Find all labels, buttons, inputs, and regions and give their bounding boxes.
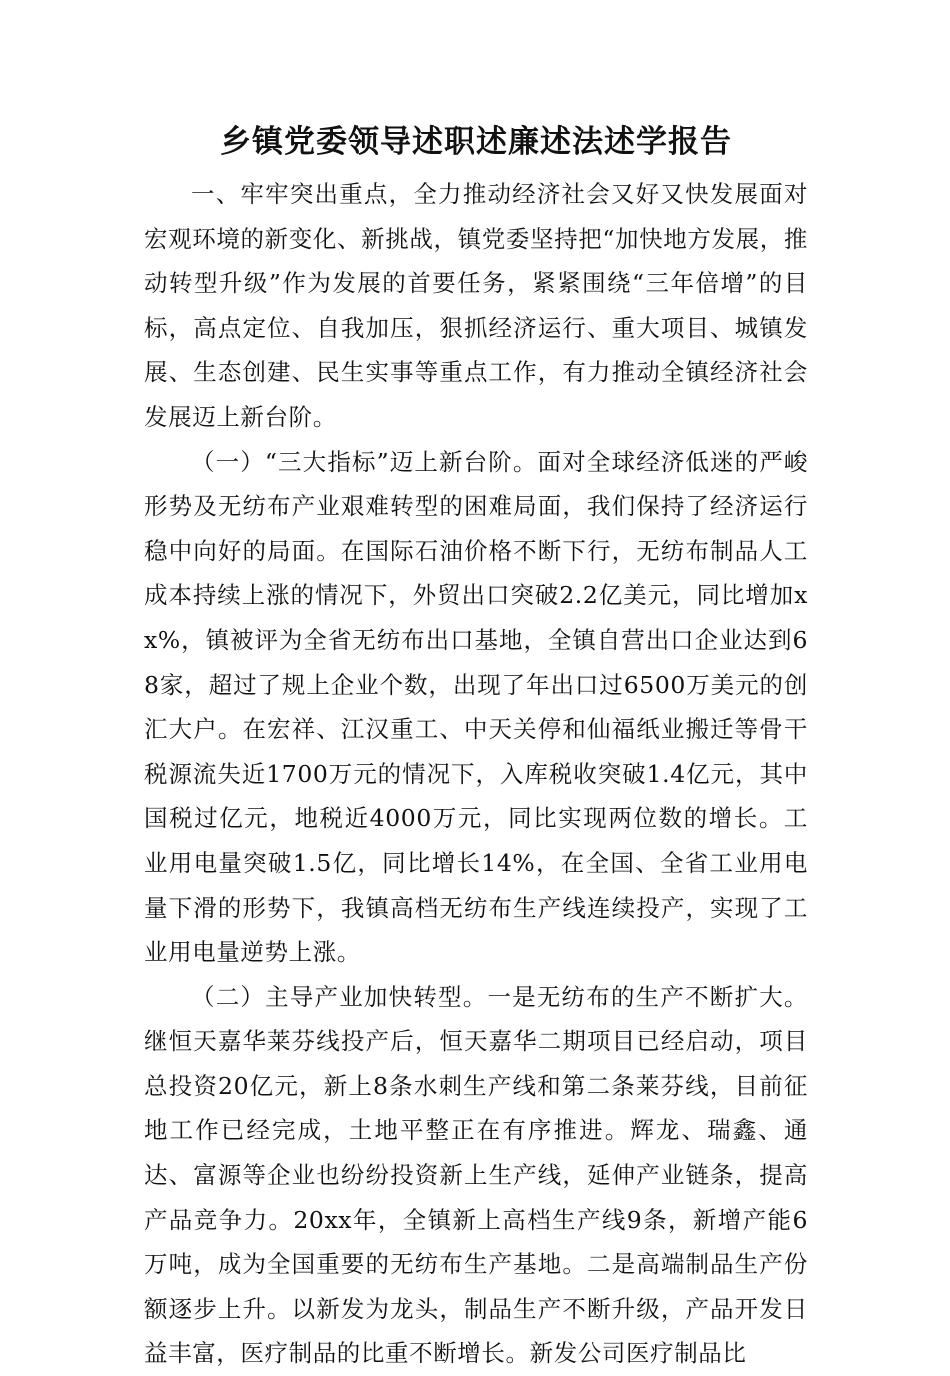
document-title: 乡镇党委领导述职述廉述法述学报告 [220, 124, 732, 160]
paragraph-three-indicators: （一）“三大指标”迈上新台阶。面对全球经济低迷的严峻形势及无纺布产业艰难转型的困难局面，我们保持了经济运行稳中向好的局面。在国际石油价格不断下行，无纺布制品人工成本持续上涨的情况下，外贸出口突破2.2亿美元，同比增加xx%，镇被评为全省无纺布出口基地，全镇自营出口企业达到68家，超过了规上企业个数，出现了年出口过6500万美元的创汇大户。在宏祥、江汉重工、中天关停和仙福纸业搬迁等骨干税源流失近1700万元的情况下，入库税收突破1.4亿元，其中国税过亿元，地税近4000万元，同比实现两位数的增长。工业用电量突破1.5亿，同比增长14%，在全国、全省工业用电量下滑的形势下，我镇高档无纺布生产线连续投产，实现了工业用电量逆势上涨。 [144, 447, 808, 967]
document-page [144, 112, 808, 1376]
paragraph-leading-industry: （二）主导产业加快转型。一是无纺布的生产不断扩大。继恒天嘉华莱芬线投产后，恒天嘉华二期项目已经启动，项目总投资20亿元，新上8条水刺生产线和第二条莱芬线，目前征地工作已经完成，土地平整正在有序推进。辉龙、瑞鑫、通达、富源等企业也纷纷投资新上生产线，延伸产业链条，提高产品竞争力。20xx年，全镇新上高档生产线9条，新增产能6万吨，成为全国重要的无纺布生产基地。二是高端制品生产份额逐步上升。以新发为龙头，制品生产不断升级，产品开发日益丰富，医疗制品的比重不断增长。新发公司医疗制品比 [144, 982, 808, 1368]
paragraph-intro: 一、牢牢突出重点，全力推动经济社会又好又快发展面对宏观环境的新变化、新挑战，镇党委坚持把“加快地方发展，推动转型升级”作为发展的首要任务，紧紧围绕“三年倍增”的目标，高点定位、自我加压，狠抓经济运行、重大项目、城镇发展、生态创建、民生实事等重点工作，有力推动全镇经济社会发展迈上新台阶。 [144, 180, 808, 431]
